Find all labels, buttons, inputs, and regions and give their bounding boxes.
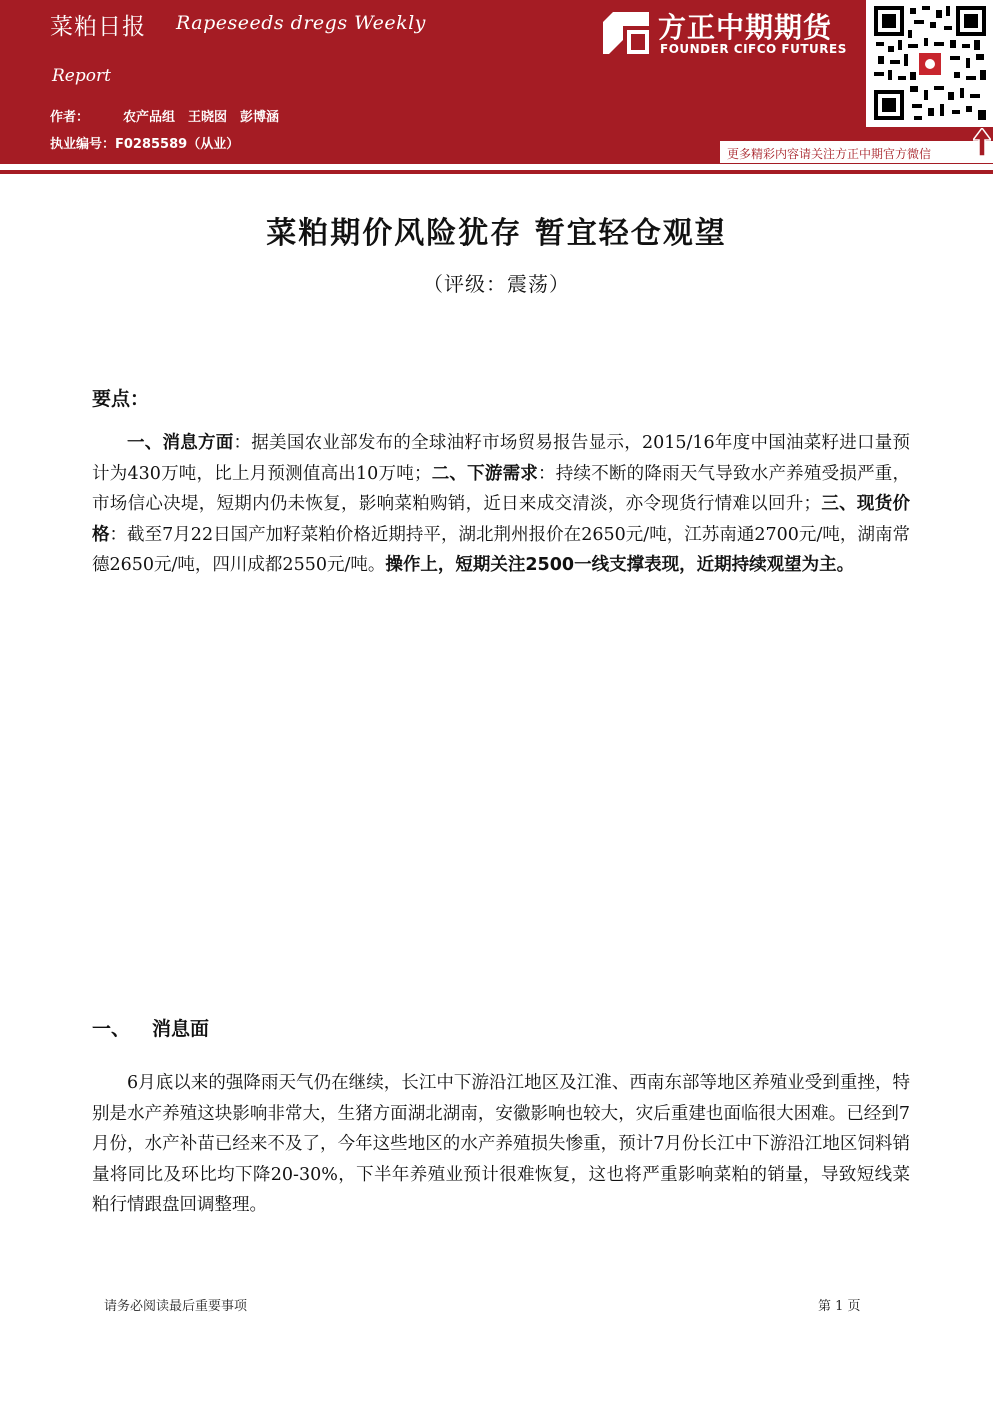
summary-label-demand: 二、下游需求 <box>431 463 539 484</box>
summary-conclusion: 操作上，短期关注2500一线支撑表现，近期持续观望为主。 <box>385 555 855 576</box>
report-name-cn: 菜粕日报 <box>50 14 146 40</box>
author-label: 作者： <box>50 110 90 125</box>
summary-label-spot: 三、现货价格 <box>92 494 911 545</box>
summary-text-demand: ：持续不断的降雨天气导致水产养殖受损严重，市场信心决堤，短期内仍未恢复，影响菜粕购销，近日来成交清淡，亦令现货行情难以回升； <box>92 463 911 515</box>
arrow-up-icon <box>973 128 991 162</box>
author-line <box>50 106 280 125</box>
page-number: 第 1 页 <box>818 1299 861 1314</box>
follow-wechat-text: 更多精彩内容请关注方正中期官方微信 <box>727 147 932 161</box>
summary-label-news: 一、消息方面 <box>127 433 234 453</box>
company-name-cn: 方正中期期货 <box>658 11 833 44</box>
report-name-en: Rapeseeds dregs Weekly <box>176 12 426 34</box>
report-rating: （评级：震荡） <box>423 272 570 296</box>
section-title-text: 消息面 <box>152 1018 210 1040</box>
header-rule <box>0 170 993 174</box>
author-value: 农产品组 王晓囡 彭博涵 <box>123 110 280 125</box>
footer-notice: 请务必阅读最后重要事项 <box>104 1299 248 1314</box>
report-name-en-line2: Report <box>52 66 111 86</box>
license-number: 执业编号：F0285589（从业） <box>50 137 240 152</box>
section-body: 6月底以来的强降雨天气仍在继续，长江中下游沿江地区及江淮、西南东部等地区养殖业受到重挫，特别是水产养殖这块影响非常大，生猪方面湖北湖南，安徽影响也较大，灾后重建也面临很大困难。已经到7月份，水产补苗已经来不及了，今年这些地区的水产养殖损失惨重，预计7月份长江中下游沿江地区饲料销量将同比及环比均下降20-30%，下半年养殖业预计很难恢复，这也将严重影响菜粕的销量，导致短线菜粕行情跟盘回调整理。 <box>92 1073 910 1216</box>
section-number: 一、 <box>92 1018 131 1040</box>
summary-text-spot: ：截至7月22日国产加籽菜粕价格近期持平，湖北荆州报价在2650元/吨，江苏南通2700元/吨，湖南常德2650元/吨，四川成都2550元/吨。 <box>92 524 911 576</box>
report-title: 菜粕期价风险犹存 暂宜轻仓观望 <box>266 216 727 251</box>
keypoints-heading: 要点： <box>92 388 150 410</box>
wechat-qr-code[interactable] <box>866 0 993 127</box>
summary-paragraph <box>92 428 910 581</box>
company-name-en: FOUNDER CIFCO FUTURES <box>660 42 847 56</box>
qr-code-icon <box>874 6 986 120</box>
section-heading <box>92 1014 209 1041</box>
summary-text-news: ：据美国农业部发布的全球油籽市场贸易报告显示，2015/16年度中国油菜籽进口量预计为430万吨，比上月预测值高出10万吨； <box>92 433 910 484</box>
company-logo-icon <box>603 12 649 54</box>
